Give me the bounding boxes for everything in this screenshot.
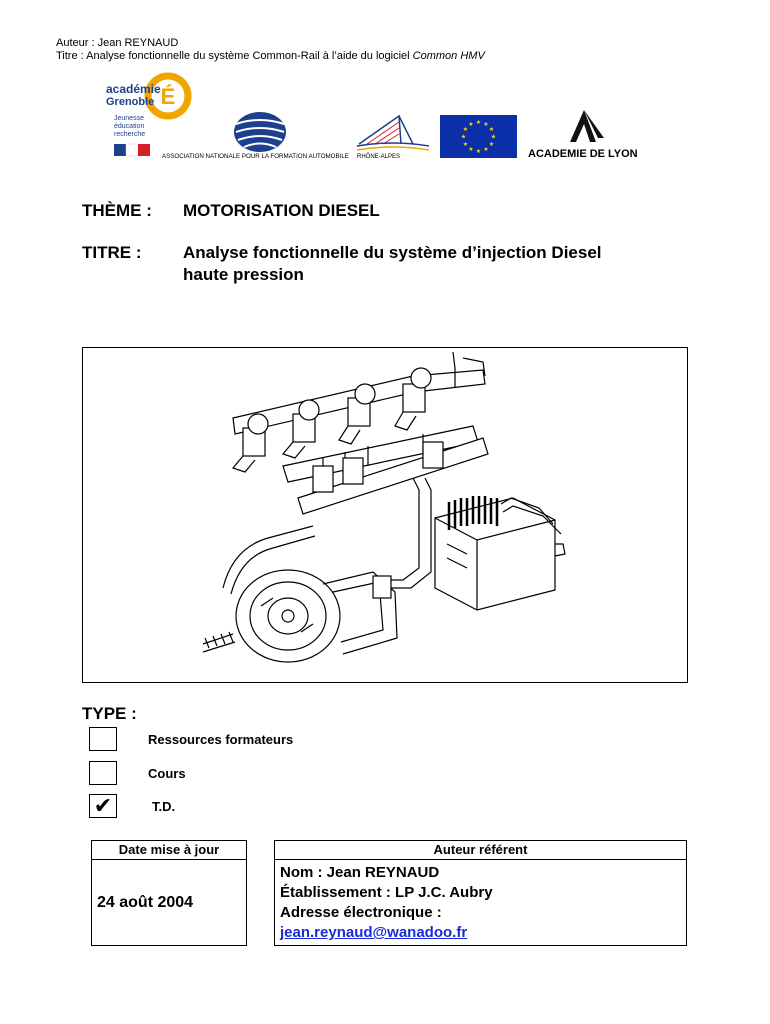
injector-rail-icon [233, 352, 488, 514]
academie-word: académie [106, 82, 161, 96]
label-cours: Cours [148, 766, 186, 781]
theme-value: MOTORISATION DIESEL [183, 201, 380, 220]
svg-text:★: ★ [475, 119, 482, 126]
anfa-text: ASSOCIATION NATIONALE POUR LA FORMATION AUTOMOBILE [162, 153, 349, 160]
titre-value-line1: Analyse fonctionnelle du système d’injection Diesel [183, 243, 602, 262]
title-prefix: Titre : Analyse fonctionnelle du système Common-Rail à l’aide du logiciel [56, 50, 413, 62]
svg-text:★: ★ [468, 146, 474, 153]
titre-row [82, 242, 702, 292]
svg-text:É: É [160, 84, 176, 109]
rhone-alpes-logo [353, 112, 433, 162]
academie-lyon-text: ACADEMIE DE LYON [528, 148, 638, 160]
anfa-logo [160, 110, 350, 162]
svg-text:★: ★ [490, 133, 497, 141]
author-email-label: Adresse électronique : [280, 904, 442, 921]
titre-value-line2: haute pression [183, 265, 304, 284]
svg-text:★: ★ [475, 148, 482, 155]
titre-label: TITRE : [82, 243, 142, 262]
academie-lyon-logo [524, 108, 664, 162]
rhone-alpes-text: RHÔNE-ALPES [357, 154, 401, 160]
grenoble-word: Grenoble [106, 96, 155, 108]
svg-text:★: ★ [468, 121, 474, 128]
svg-text:★: ★ [462, 126, 469, 133]
svg-text:★: ★ [483, 146, 489, 153]
ecu-icon [435, 496, 565, 610]
label-td: T.D. [152, 799, 176, 814]
svg-text:éducation: éducation [114, 123, 145, 130]
eu-flag-logo [440, 115, 517, 158]
author-line: Auteur : Jean REYNAUD [56, 37, 179, 49]
author-establishment: Établissement : LP J.C. Aubry [280, 884, 493, 901]
logos-strip [100, 68, 670, 163]
title-line [56, 49, 485, 63]
date-value: 24 août 2004 [97, 894, 194, 911]
svg-text:★: ★ [460, 133, 467, 141]
checkbox-cours[interactable] [89, 761, 117, 785]
title-software: Common HMV [412, 50, 485, 62]
checkbox-ressources-formateurs[interactable] [89, 727, 117, 751]
author-table [274, 840, 687, 946]
checkbox-td[interactable]: ✔ [89, 794, 117, 818]
author-table-header: Auteur référent [275, 841, 686, 860]
date-table-header: Date mise à jour [92, 841, 246, 860]
high-pressure-pump-icon [203, 526, 397, 662]
theme-row [82, 200, 702, 224]
label-ressources-formateurs: Ressources formateurs [148, 732, 294, 747]
author-email-link[interactable]: jean.reynaud@wanadoo.fr [280, 924, 468, 941]
theme-label: THÈME : [82, 201, 152, 220]
svg-text:★: ★ [488, 141, 495, 148]
svg-text:Jeunesse: Jeunesse [114, 115, 144, 122]
date-table [91, 840, 247, 946]
svg-text:★: ★ [483, 121, 489, 128]
svg-text:★: ★ [488, 126, 495, 133]
author-name: Nom : Jean REYNAUD [280, 864, 440, 881]
svg-text:★: ★ [462, 141, 469, 148]
type-label: TYPE : [82, 704, 137, 723]
svg-text:recherche: recherche [114, 131, 146, 138]
common-rail-illustration [82, 347, 688, 683]
